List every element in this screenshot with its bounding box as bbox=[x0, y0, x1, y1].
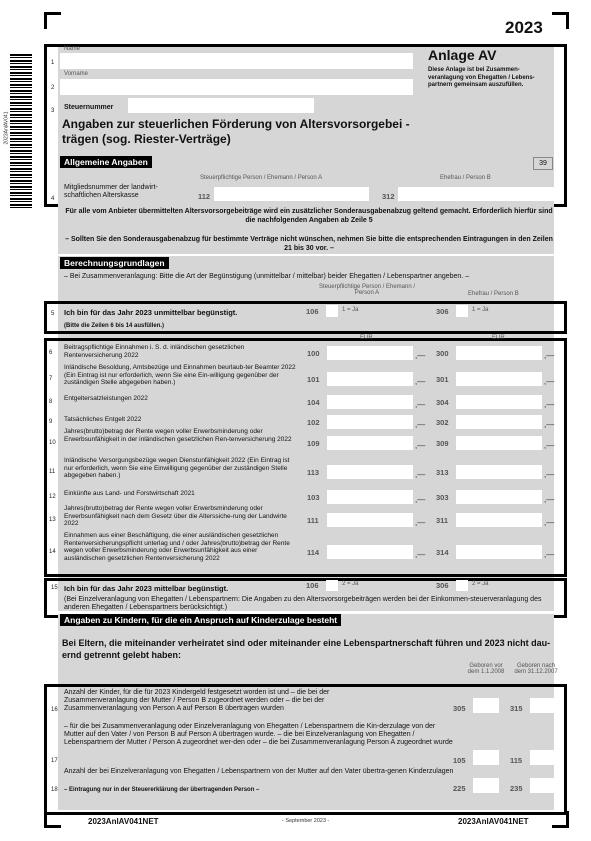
line-number: 5 bbox=[51, 311, 55, 317]
row-amount-b-field[interactable] bbox=[456, 346, 542, 360]
row-cents-b: ,— bbox=[544, 495, 555, 504]
row-code-a: 109 bbox=[307, 439, 320, 448]
col-b-label: Ehefrau / Person B bbox=[440, 175, 491, 181]
line-number: 14 bbox=[49, 549, 56, 555]
name-field[interactable] bbox=[60, 53, 413, 69]
row-text: Inländische Versorgungsbezüge wegen Dienstunfähigkeit 2022 (Ein Eintrag ist nur erforderlich, wenn Sie eine Einwilligung gegenüber der zuständigen Stelle abgegeben haben.) bbox=[64, 457, 290, 479]
row-cents-a: ,— bbox=[415, 377, 426, 386]
row-amount-a-field[interactable] bbox=[327, 415, 413, 429]
ja-label-a: 1 = Ja bbox=[342, 307, 359, 313]
line-number: 15 bbox=[51, 585, 58, 591]
row5-sub: (Bitte die Zeilen 6 bis 14 ausfüllen.) bbox=[64, 323, 165, 329]
row16-text: Anzahl der Kinder, für die für 2023 Kindergeld festgesetzt worden ist und – die bei der Zusammenveranlagung der Mutter / Person B zugeordnet werden oder – die bei der Zusammenveranlagung von Person A auf Person B übertragen wurden bbox=[64, 689, 330, 712]
row18-text: Anzahl der bei Einzelveranlagung von Ehegatten / Lebenspartnern von der Mutter auf den Vater übertra-genen Kinderzulagen bbox=[64, 768, 454, 775]
row15-b-checkbox[interactable] bbox=[456, 580, 468, 591]
code-106: 106 bbox=[306, 307, 319, 316]
row-amount-b-field[interactable] bbox=[456, 490, 542, 504]
row-cents-a: ,— bbox=[415, 495, 426, 504]
row-code-a: 104 bbox=[307, 398, 320, 407]
row-code-b: 302 bbox=[436, 418, 449, 427]
row-amount-a-field[interactable] bbox=[327, 490, 413, 504]
line-number: 4 bbox=[51, 196, 55, 202]
row-cents-a: ,— bbox=[415, 400, 426, 409]
row-cents-a: ,— bbox=[415, 441, 426, 450]
section-berechnungsgrundlagen: Berechnungsgrundlagen bbox=[60, 257, 169, 269]
row-code-a: 113 bbox=[307, 468, 320, 477]
code-305: 305 bbox=[453, 704, 466, 713]
crop-mark-top-left bbox=[44, 12, 61, 29]
row-cents-b: ,— bbox=[544, 550, 555, 559]
row-text: Inländische Besoldung, Amtsbezüge und Einnahmen beurlaub-ter Beamter 2022 (Ein Eintrag ist nur erforderlich, wenn Sie eine Ein-willigung gegenüber der zuständigen Stelle abgegeben haben.) bbox=[64, 364, 296, 386]
row5-text: Ich bin für das Jahr 2023 unmittelbar begünstigt. bbox=[64, 308, 238, 317]
col-geboren-vor: Geboren vor dem 1.1.2008 bbox=[467, 663, 505, 675]
row-amount-a-field[interactable] bbox=[327, 346, 413, 360]
row-text: Entgeltersatzleistungen 2022 bbox=[64, 395, 148, 402]
row-code-b: 303 bbox=[436, 493, 449, 502]
row18-a-field[interactable] bbox=[473, 778, 499, 793]
code-312: 312 bbox=[382, 192, 395, 201]
row-text: Jahres(brutto)betrag der Rente wegen voller Erwerbsminderung oder Erwerbsunfähigkeit nach dem Gesetz über die Alterssiche-rung der Landwirte 2022 bbox=[64, 505, 287, 527]
row-code-a: 103 bbox=[307, 493, 320, 502]
row-amount-b-field[interactable] bbox=[456, 415, 542, 429]
row-code-a: 111 bbox=[307, 516, 319, 525]
row-amount-a-field[interactable] bbox=[327, 465, 413, 479]
code-306-mittelbar: 306 bbox=[436, 581, 449, 590]
line-number: 18 bbox=[51, 787, 58, 793]
eur-label-a: EUR bbox=[360, 335, 373, 341]
row-code-a: 100 bbox=[307, 349, 320, 358]
row-code-b: 300 bbox=[436, 349, 449, 358]
line-number: 8 bbox=[49, 399, 53, 405]
row-amount-a-field[interactable] bbox=[327, 372, 413, 386]
info-line2: – Sollten Sie den Sonderausgabenabzug für bestimmte Verträge nicht wünschen, nehmen Sie bitte die entsprechenden Eintragungen in den Zeilen 21 bis 30 vor. – bbox=[65, 236, 553, 252]
row15-title: Ich bin für das Jahr 2023 mittelbar begünstigt. bbox=[64, 584, 229, 593]
crop-mark-top-right bbox=[552, 12, 569, 29]
row-code-b: 309 bbox=[436, 439, 449, 448]
col-geboren-nach: Geboren nach dem 31.12.2007 bbox=[514, 663, 558, 675]
row-cents-b: ,— bbox=[544, 400, 555, 409]
row18-sub: – Eintragung nur in der Steuererklärung der übertragenden Person – bbox=[64, 787, 260, 793]
line-number: 11 bbox=[49, 469, 56, 475]
row-cents-b: ,— bbox=[544, 420, 555, 429]
footer-code-left: 2023AnlAV041NET bbox=[88, 817, 159, 826]
row-code-b: 313 bbox=[436, 468, 449, 477]
steuernummer-field[interactable] bbox=[128, 98, 314, 113]
row-amount-b-field[interactable] bbox=[456, 372, 542, 386]
section-allgemeine-angaben: Allgemeine Angaben bbox=[60, 156, 152, 168]
row-cents-a: ,— bbox=[415, 420, 426, 429]
code-112: 112 bbox=[198, 192, 211, 201]
row-amount-b-field[interactable] bbox=[456, 545, 542, 559]
row-code-a: 101 bbox=[307, 375, 320, 384]
row16-a-field[interactable] bbox=[473, 698, 499, 713]
footer-date: - September 2023 - bbox=[282, 818, 330, 824]
vorname-field[interactable] bbox=[60, 79, 413, 95]
vorname-label: Vorname bbox=[64, 71, 89, 77]
row-code-a: 114 bbox=[307, 548, 320, 557]
calc-col-a-label: Steuerpflichtige Person / Ehemann / Person A bbox=[318, 284, 416, 296]
row-text: Einkünfte aus Land- und Forstwirtschaft 2021 bbox=[64, 490, 195, 497]
row17-b-field[interactable] bbox=[530, 750, 556, 765]
row15-a-checkbox[interactable] bbox=[326, 580, 338, 591]
row-amount-a-field[interactable] bbox=[327, 436, 413, 450]
row-amount-b-field[interactable] bbox=[456, 513, 542, 527]
box-39: 39 bbox=[533, 157, 553, 170]
row17-text: – für die bei Zusammenveranlagung oder Einzelveranlagung von Ehegatten / Lebenspartnern die Kin-derzulage von der Mutter auf den Vater / von Person B auf Person A übertragen wurde. – die bei Einzelveranlagung von Ehegatten / Lebenspartnern der Mutter / Person A zugeordnet wer-den oder – die bei Zusammenveranlagung Person A zugeordnet wurde bbox=[64, 723, 453, 746]
row-text: Jahres(brutto)betrag der Rente wegen voller Erwerbsminderung oder Erwerbsunfähigkeit in der inländischen gesetzlichen Ren-tenversicherung 2022 bbox=[64, 428, 292, 443]
row-cents-b: ,— bbox=[544, 470, 555, 479]
row-code-b: 304 bbox=[436, 398, 449, 407]
code-106-mittelbar: 106 bbox=[306, 581, 319, 590]
row16-b-field[interactable] bbox=[530, 698, 556, 713]
info-line1: Für alle vom Anbieter übermittelten Altersvorsorgebeiträge wird ein zusätzlicher Sonderausgabenabzug geltend gemacht. Erforderlich hierfür sind die nachfolgenden Angaben ab Zeile 5 bbox=[65, 208, 553, 224]
form-year: 2023 bbox=[505, 18, 543, 37]
row-amount-b-field[interactable] bbox=[456, 395, 542, 409]
footer-code-right: 2023AnlAV041NET bbox=[458, 817, 529, 826]
eur-label-b: EUR bbox=[492, 335, 505, 341]
col-a-label: Steuerpflichtige Person / Ehemann / Person A bbox=[200, 175, 323, 181]
mitgliedsnummer-a-field[interactable] bbox=[214, 187, 369, 201]
form-note: Diese Anlage ist bei Zusammen-veranlagung von Ehegatten / Lebens-partnern gemeinsam auszufüllen. bbox=[428, 67, 535, 88]
code-115: 115 bbox=[510, 756, 523, 765]
code-105: 105 bbox=[453, 756, 466, 765]
row15-text: (Bei Einzelveranlagung von Ehegatten / Lebenspartnern: Die Angaben zu den Altersvorsorgebeiträgen werden bei der Einkommen-steuerveranlagung des anderen Ehegatten / Lebenspartners berücksichtigt.) bbox=[64, 596, 542, 611]
ja2-label-a: 2 = Ja bbox=[342, 581, 359, 587]
row-text: Tatsächliches Entgelt 2022 bbox=[64, 416, 142, 423]
row-code-b: 311 bbox=[436, 516, 449, 525]
code-235: 235 bbox=[510, 784, 523, 793]
row-cents-b: ,— bbox=[544, 377, 555, 386]
calc-intro: – Bei Zusammenveranlagung: Bitte die Art der Begünstigung (unmittelbar / mittelbar) beider Ehegatten / Lebenspartner angeben. – bbox=[64, 273, 470, 280]
row-amount-b-field[interactable] bbox=[456, 465, 542, 479]
row5-b-checkbox[interactable] bbox=[456, 305, 468, 317]
code-315: 315 bbox=[510, 704, 523, 713]
line-number: 3 bbox=[51, 108, 55, 114]
row18-b-field[interactable] bbox=[530, 778, 556, 793]
steuernummer-label: Steuernummer bbox=[64, 104, 114, 111]
row-amount-a-field[interactable] bbox=[327, 395, 413, 409]
line-number: 9 bbox=[49, 419, 53, 425]
row-cents-b: ,— bbox=[544, 441, 555, 450]
main-title: Angaben zur steuerlichen Förderung von Altersvorsorgebei - trägen (sog. Riester-Verträge) bbox=[62, 117, 410, 146]
line-number: 13 bbox=[49, 517, 56, 523]
row-text: Einnahmen aus einer Beschäftigung, die einer ausländischen gesetzlichen Rentenversicherungspflicht unterlag und / oder Jahres(brutto)betrag der Rente wegen voller Erwerbsminderung oder Erwerbsunfähigkeit aus einer ausländischen gesetzlichen Rentenversicherung 2022 bbox=[64, 532, 290, 562]
section-kinder: Angaben zu Kindern, für die ein Anspruch auf Kinderzulage besteht bbox=[60, 614, 341, 626]
calc-col-b-label: Ehefrau / Person B bbox=[468, 291, 519, 297]
mitgliedsnummer-b-field[interactable] bbox=[398, 187, 556, 201]
line-number: 17 bbox=[51, 758, 58, 764]
line-number: 16 bbox=[51, 707, 58, 713]
barcode-code: 2023AnlAV041 bbox=[3, 111, 10, 145]
row5-a-checkbox[interactable] bbox=[326, 305, 338, 317]
ja2-label-b: 2 = Ja bbox=[472, 581, 489, 587]
line-number: 1 bbox=[51, 60, 55, 66]
row-amount-b-field[interactable] bbox=[456, 436, 542, 450]
line-number: 12 bbox=[49, 494, 56, 500]
row-cents-a: ,— bbox=[415, 518, 426, 527]
row-code-a: 102 bbox=[307, 418, 320, 427]
code-225: 225 bbox=[453, 784, 466, 793]
name-label: Name bbox=[64, 46, 81, 52]
form-title: Anlage AV bbox=[428, 47, 497, 63]
row4-text: Mitgliedsnummer der landwirt-schaftlichen Alterskasse bbox=[64, 184, 158, 199]
row-amount-a-field[interactable] bbox=[327, 513, 413, 527]
line-number: 2 bbox=[51, 85, 55, 91]
code-306: 306 bbox=[436, 307, 449, 316]
row-cents-b: ,— bbox=[544, 351, 555, 360]
row-cents-a: ,— bbox=[415, 351, 426, 360]
row-amount-a-field[interactable] bbox=[327, 545, 413, 559]
kinder-intro: Bei Eltern, die miteinander verheiratet sind oder miteinander eine Lebenspartnerschaft führen und 2023 nicht dau-ernd getrennt gelebt haben: bbox=[62, 638, 551, 660]
row-code-b: 301 bbox=[436, 375, 449, 384]
row-cents-a: ,— bbox=[415, 550, 426, 559]
row-text: Beitragspflichtige Einnahmen i. S. d. inländischen gesetzlichen Rentenversicherung 2022 bbox=[64, 344, 245, 359]
barcode bbox=[10, 54, 32, 209]
row-cents-a: ,— bbox=[415, 470, 426, 479]
row-cents-b: ,— bbox=[544, 518, 555, 527]
ja-label-b: 1 = Ja bbox=[472, 307, 489, 313]
row17-a-field[interactable] bbox=[473, 750, 499, 765]
line-number: 10 bbox=[49, 440, 56, 446]
line-number: 6 bbox=[49, 350, 53, 356]
line-number: 7 bbox=[49, 376, 53, 382]
row-code-b: 314 bbox=[436, 548, 449, 557]
